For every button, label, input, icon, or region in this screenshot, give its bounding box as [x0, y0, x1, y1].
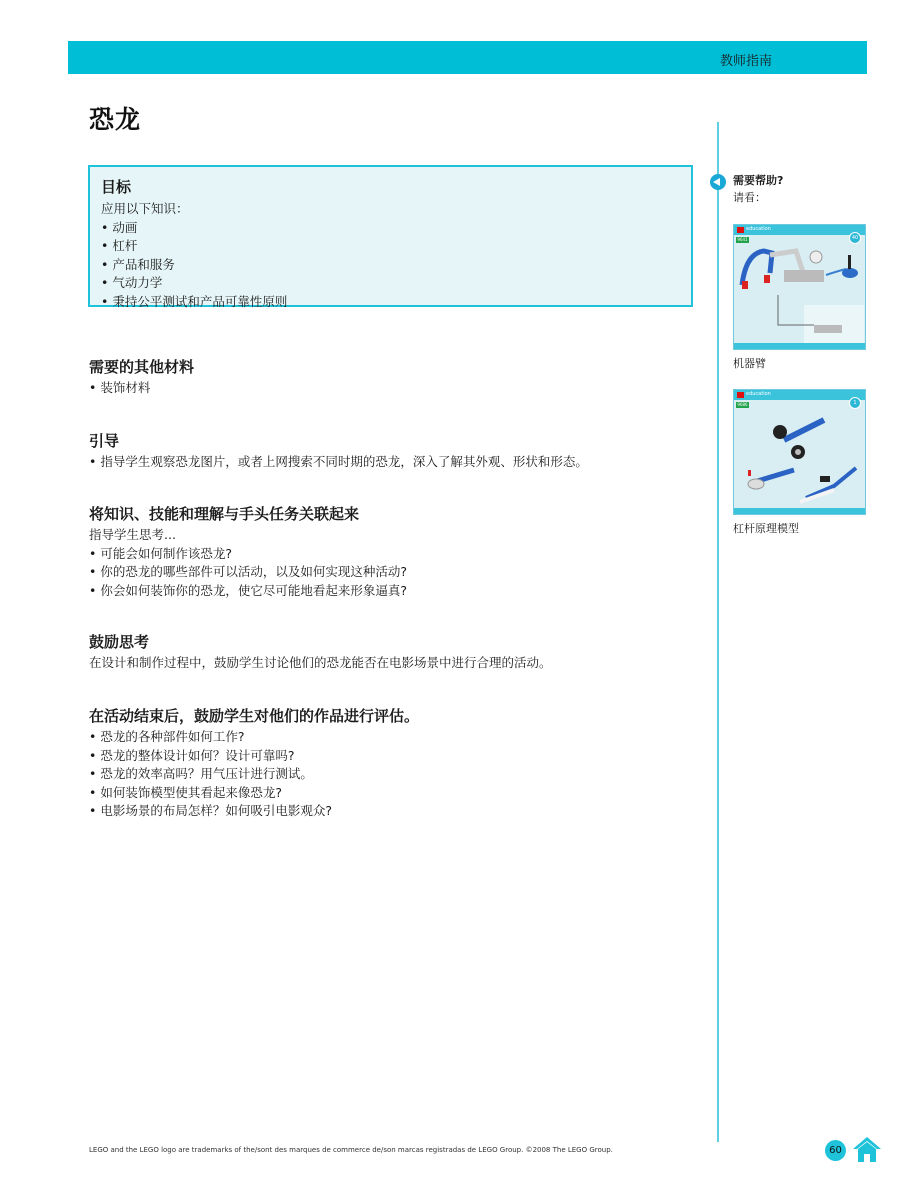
robot-arm-image — [734, 225, 866, 350]
encourage-title: 鼓励思考 — [89, 633, 150, 651]
objective-item: • 秉持公平测试和产品可靠性原则 — [101, 293, 680, 312]
evaluate-item: • 电影场景的布局怎样？如何吸引电影观众? — [89, 802, 699, 821]
thumbnail-label: 机器臂 — [733, 357, 766, 370]
home-icon[interactable] — [852, 1135, 882, 1163]
objective-item: • 杠杆 — [101, 237, 680, 256]
materials-title: 需要的其他材料 — [89, 358, 195, 376]
objectives-title: 目标 — [101, 178, 132, 196]
objective-item: • 动画 — [101, 219, 680, 238]
connect-section — [89, 504, 699, 600]
introduction-item: • 指导学生观察恐龙图片，或者上网搜索不同时期的恐龙，深入了解其外观、形状和形态。 — [89, 453, 699, 472]
page-title: 恐龙 — [89, 105, 142, 134]
evaluate-section — [89, 706, 699, 821]
evaluate-item: • 如何装饰模型使其看起来像恐龙? — [89, 784, 699, 803]
connect-item: • 你会如何装饰你的恐龙，使它尽可能地看起来形象逼真? — [89, 582, 699, 601]
encourage-text: 在设计和制作过程中，鼓励学生讨论他们的恐龙能否在电影场景中进行合理的活动。 — [89, 655, 552, 670]
back-arrow-icon[interactable] — [710, 174, 726, 190]
connect-intro: 指导学生思考... — [89, 527, 176, 542]
materials-section — [89, 357, 699, 398]
encourage-section — [89, 632, 699, 673]
connect-item: • 可能会如何制作该恐龙? — [89, 545, 699, 564]
thumbnail-lever-model[interactable]: education 9686 1 — [733, 389, 866, 515]
header-label: 教师指南 — [719, 54, 772, 69]
lever-model-image — [734, 390, 866, 515]
objective-item: • 产品和服务 — [101, 256, 680, 275]
thumbnail-robot-arm[interactable]: education 9641 40 — [733, 224, 866, 350]
header-bar — [68, 41, 867, 74]
objective-item: • 气动力学 — [101, 274, 680, 293]
evaluate-item: • 恐龙的效率高吗？用气压计进行测试。 — [89, 765, 699, 784]
materials-item: • 装饰材料 — [89, 379, 699, 398]
objectives-intro: 应用以下知识： — [101, 201, 189, 216]
objectives-box — [88, 165, 693, 307]
connect-item: • 你的恐龙的哪些部件可以活动，以及如何实现这种活动? — [89, 563, 699, 582]
thumbnail-label: 杠杆原理模型 — [733, 522, 799, 535]
legal-text: LEGO and the LEGO logo are trademarks of the/sont des marques de commerce de/son marcas registradas de LEGO Group. ©2008 The LEGO Group. — [89, 1146, 613, 1154]
evaluate-title: 在活动结束后，鼓励学生对他们的作品进行评估。 — [89, 707, 420, 725]
sidebar-divider — [717, 122, 719, 1142]
evaluate-item: • 恐龙的整体设计如何？设计可靠吗? — [89, 747, 699, 766]
introduction-title: 引导 — [89, 432, 120, 450]
help-title: 需要帮助? — [733, 174, 784, 187]
introduction-section — [89, 431, 699, 472]
evaluate-item: • 恐龙的各种部件如何工作? — [89, 728, 699, 747]
page-number-badge: 60 — [825, 1140, 846, 1161]
help-subtitle: 请看： — [733, 191, 766, 204]
connect-title: 将知识、技能和理解与手头任务关联起来 — [89, 505, 360, 523]
